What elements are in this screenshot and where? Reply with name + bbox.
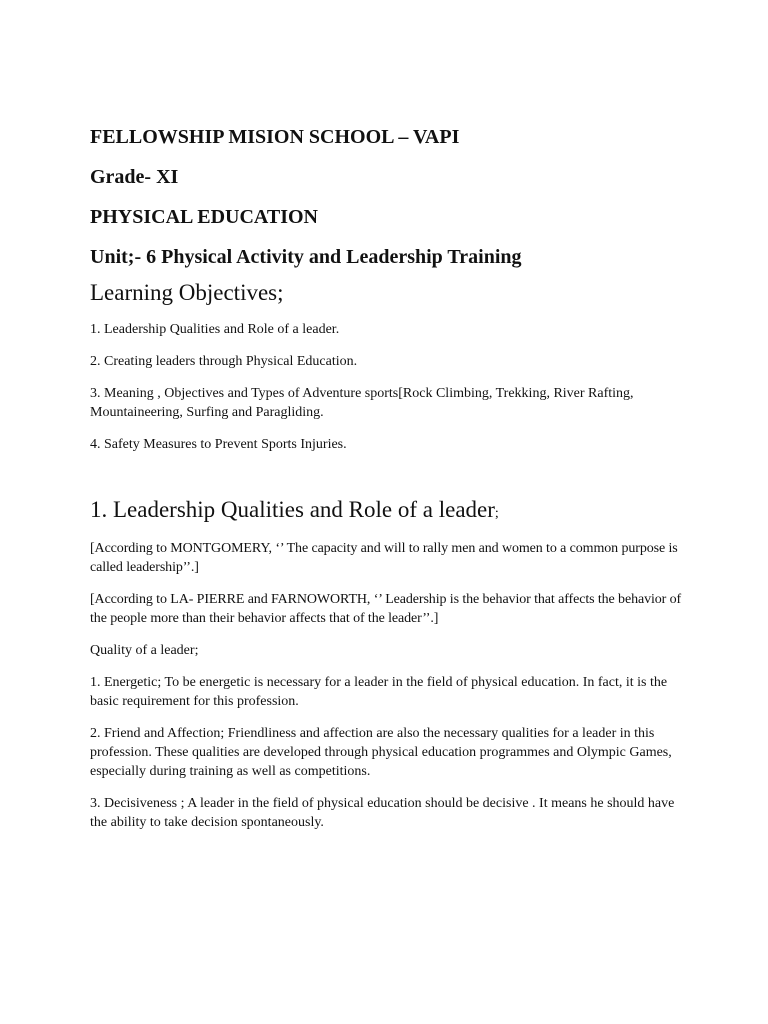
quality-item-3: 3. Decisiveness ; A leader in the field of physical education should be decisive . It means he should have the ability to take decision spontaneously.	[90, 796, 675, 830]
subject-heading: PHYSICAL EDUCATION	[90, 206, 318, 228]
quality-item-1: 1. Energetic; To be energetic is necessary for a leader in the field of physical education. In fact, it is the basic requirement for this profession.	[90, 675, 668, 709]
section-1-heading-text: 1. Leadership Qualities and Role of a leader	[90, 497, 495, 522]
objective-item-4: 4. Safety Measures to Prevent Sports Injuries.	[90, 437, 347, 452]
grade-heading: Grade- XI	[90, 166, 179, 188]
quality-heading: Quality of a leader;	[90, 643, 199, 658]
document-content	[90, 124, 690, 845]
learning-objectives-heading: Learning Objectives;	[90, 280, 284, 305]
unit-heading: Unit;- 6 Physical Activity and Leadership Training	[90, 246, 522, 268]
section-1-heading	[90, 495, 690, 529]
quote-montgomery: [According to MONTGOMERY, ‘’ The capacity and will to rally men and women to a common purpose is called leadership’’.]	[90, 541, 678, 575]
section-spacer	[90, 467, 690, 495]
objective-item-3: 3. Meaning , Objectives and Types of Adventure sports[Rock Climbing, Trekking, River Rafting, Mountaineering, Surfing and Paragliding.	[90, 386, 634, 420]
objective-item-2: 2. Creating leaders through Physical Education.	[90, 354, 358, 369]
objective-item-1: 1. Leadership Qualities and Role of a leader.	[90, 322, 340, 337]
quality-item-2: 2. Friend and Affection; Friendliness and affection are also the necessary qualities for a leader in this profession. These qualities are developed through physical education programmes and Olympic Games, especially during training as well as competitions.	[90, 726, 672, 779]
section-1-heading-suffix: ;	[494, 506, 499, 521]
quote-la-pierre: [According to LA- PIERRE and FARNOWORTH, ‘’ Leadership is the behavior that affects the behavior of the people more than their behavior affects that of the leader’’.]	[90, 592, 682, 626]
school-title: FELLOWSHIP MISION SCHOOL – VAPI	[90, 126, 460, 148]
